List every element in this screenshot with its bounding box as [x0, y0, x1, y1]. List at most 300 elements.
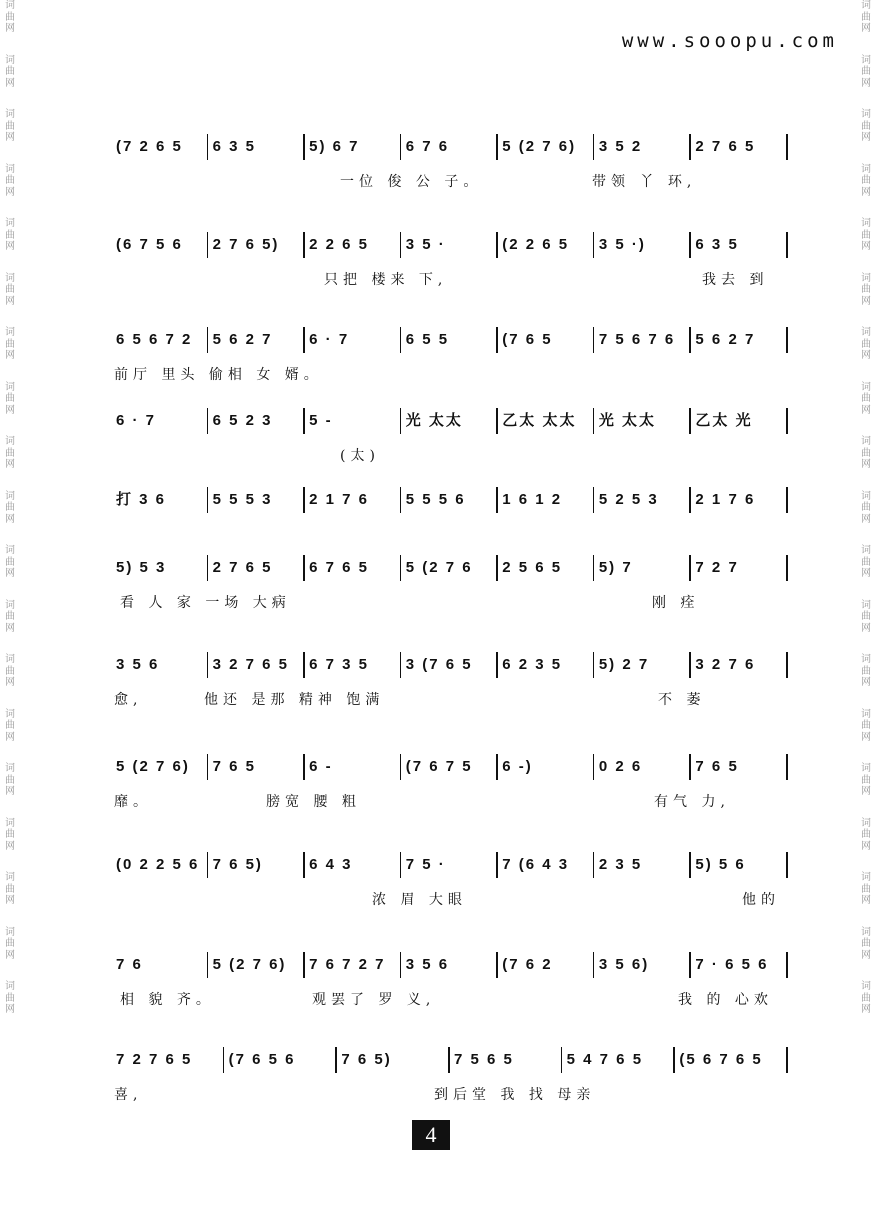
bar-line [786, 134, 788, 160]
measure: 2 2 6 5 [309, 236, 370, 253]
measure: 3 (7 6 5 [405, 656, 473, 673]
margin-mark: 网 [861, 23, 871, 34]
measure: 7 2 7 6 5 [116, 1051, 193, 1068]
bar-line [689, 327, 691, 353]
measure: 3 5 6 [116, 656, 160, 673]
margin-mark: 网 [5, 77, 15, 89]
bar-line [593, 754, 595, 780]
bar-line [496, 487, 498, 513]
bar-line [400, 852, 402, 878]
bar-line [400, 487, 402, 513]
bar-line [207, 555, 209, 581]
bar-line [786, 754, 788, 780]
measure: 乙太 光 [695, 412, 753, 429]
margin-mark: 曲 [5, 720, 15, 731]
margin-mark: 词 [861, 327, 871, 338]
bar-line [786, 852, 788, 878]
margin-mark: 网 [861, 295, 871, 307]
margin-mark: 曲 [5, 774, 15, 786]
bar-line [207, 652, 209, 678]
margin-mark: 网 [5, 677, 15, 688]
margin-mark: 曲 [861, 829, 871, 840]
bar-line [400, 555, 402, 581]
notation-row [112, 406, 788, 436]
margin-mark: 网 [5, 459, 15, 470]
margin-mark: 词 [5, 545, 15, 556]
measure: 6 2 3 5 [502, 656, 563, 673]
measure: 2 1 7 6 [695, 491, 756, 508]
bar-line [448, 1047, 450, 1073]
bar-line [496, 652, 498, 678]
bar-line [303, 652, 305, 678]
margin-mark: 曲 [5, 502, 15, 513]
measure: 5 4 7 6 5 [566, 1051, 644, 1068]
bar-line [786, 487, 788, 513]
margin-mark: 网 [861, 459, 871, 470]
lyric: 一位 俊 公 子。 [340, 174, 483, 190]
margin-mark: 网 [5, 350, 15, 361]
margin-mark: 词 [5, 0, 15, 11]
bar-line [689, 134, 691, 160]
margin-mark: 词 [5, 490, 15, 502]
measure: 5 5 5 3 [212, 491, 273, 508]
bar-line [496, 952, 498, 978]
measure: 5 6 2 7 [212, 331, 273, 348]
measure: (0 2 2 5 6 [116, 856, 200, 873]
measure: 5 (2 7 6) [116, 758, 190, 775]
lyric-row [112, 688, 788, 712]
margin-mark: 词 [861, 109, 871, 120]
measure: 6 5 5 [405, 331, 450, 348]
measure: 1 6 1 2 [502, 491, 563, 508]
notation-row [112, 325, 788, 355]
margin-mark: 曲 [5, 284, 15, 295]
margin-mark: 网 [861, 132, 871, 143]
margin-mark: 词 [5, 109, 15, 120]
margin-mark: 网 [861, 241, 871, 252]
margin-mark: 词 [861, 0, 871, 11]
lyric: 只把 楼来 下, [324, 272, 448, 288]
margin-mark: 曲 [5, 229, 15, 241]
margin-mark: 网 [5, 404, 15, 416]
margin-mark: 网 [5, 513, 15, 525]
margin-mark: 词 [5, 708, 15, 720]
bar-line [303, 852, 305, 878]
bar-line [400, 754, 402, 780]
bar-line [496, 134, 498, 160]
bar-line [689, 852, 691, 878]
margin-mark: 词 [861, 436, 871, 447]
bar-line [207, 754, 209, 780]
bar-line [496, 754, 498, 780]
margin-mark: 词 [5, 163, 15, 175]
margin-mark: 词 [5, 272, 15, 284]
lyric: 膀宽 腰 粗 [266, 794, 361, 810]
margin-mark: 词 [861, 381, 871, 393]
measure: 5 6 2 7 [695, 331, 756, 348]
bar-line [786, 555, 788, 581]
margin-mark: 词 [861, 218, 871, 229]
score-line [112, 950, 788, 1018]
lyric: 前厅 里头 偷相 女 婿。 [114, 367, 323, 383]
margin-mark: 词 [861, 763, 871, 774]
margin-mark: 网 [861, 1004, 871, 1015]
score-line [112, 553, 788, 621]
margin-mark: 曲 [861, 556, 871, 568]
measure: 乙太 太太 [502, 412, 577, 429]
margin-mark: 词 [861, 872, 871, 883]
margin-mark: 曲 [5, 556, 15, 568]
margin-mark: 曲 [5, 883, 15, 895]
score-line [112, 650, 788, 718]
measure: 6 5 2 3 [212, 412, 273, 429]
measure: 6 3 5 [212, 138, 256, 155]
measure: (6 7 5 6 [116, 236, 183, 253]
margin-mark: 网 [861, 895, 871, 906]
measure: 7 6 5 [695, 758, 739, 775]
margin-mark: 网 [861, 186, 871, 198]
lyric: 有气 力, [654, 794, 730, 810]
measure: 5 (2 7 6) [502, 138, 577, 155]
margin-mark: 曲 [5, 393, 15, 404]
bar-line [689, 232, 691, 258]
bar-line [223, 1047, 225, 1073]
lyric: 我 的 心欢 [678, 992, 773, 1008]
site-watermark: www.sooopu.com [621, 30, 838, 52]
margin-mark: 网 [5, 186, 15, 198]
margin-mark: 词 [861, 490, 871, 502]
lyric: 相 貌 齐。 [120, 992, 215, 1008]
lyric: 我去 到 [702, 272, 769, 288]
bar-line [207, 327, 209, 353]
bar-line [303, 754, 305, 780]
lyric-row [112, 268, 788, 292]
bar-line [207, 952, 209, 978]
bar-line [593, 555, 595, 581]
margin-mark: 曲 [5, 11, 15, 23]
margin-mark: 曲 [5, 120, 15, 132]
bar-line [786, 952, 788, 978]
margin-mark: 网 [861, 404, 871, 416]
bar-line [496, 555, 498, 581]
margin-mark: 曲 [5, 938, 15, 949]
measure: (5 6 7 6 5 [679, 1051, 763, 1068]
measure: (7 6 7 5 [405, 758, 473, 775]
bar-line [207, 487, 209, 513]
measure: 2 7 6 5) [212, 236, 280, 253]
margin-mark: 曲 [5, 611, 15, 622]
measure: 3 5 6) [598, 956, 650, 973]
bar-line [303, 134, 305, 160]
measure: 5 (2 7 6) [212, 956, 287, 973]
margin-mark: 曲 [861, 229, 871, 241]
margin-mark: 词 [861, 545, 871, 556]
measure: 7 6 [116, 956, 143, 973]
margin-mark: 网 [5, 731, 15, 743]
bar-line [496, 232, 498, 258]
bar-line [207, 232, 209, 258]
margin-mark: 曲 [861, 992, 871, 1004]
measure: 5) 7 [598, 559, 633, 576]
lyric: 愈, [114, 692, 143, 708]
margin-mark: 曲 [861, 11, 871, 23]
margin-mark: 网 [861, 513, 871, 525]
margin-mark: 网 [5, 949, 15, 961]
bar-line [593, 652, 595, 678]
margin-mark: 词 [5, 327, 15, 338]
bar-line [303, 952, 305, 978]
score-line [112, 132, 788, 200]
measure: 7 6 5) [341, 1051, 392, 1068]
margin-mark: 网 [861, 622, 871, 634]
score-line [112, 325, 788, 393]
margin-mark: 曲 [861, 502, 871, 513]
lyric-row [112, 888, 788, 912]
lyric: 带领 丫 环, [592, 174, 697, 190]
measure: 6 4 3 [309, 856, 353, 873]
lyric: 看 人 家 一场 大病 [120, 595, 291, 611]
measure: 6 3 5 [695, 236, 739, 253]
lyric: 观罢了 罗 义, [312, 992, 436, 1008]
bar-line [786, 1047, 788, 1073]
bar-line [786, 232, 788, 258]
bar-line [786, 327, 788, 353]
measure: 5) 6 7 [309, 138, 360, 155]
measure: 6 · 7 [309, 331, 350, 348]
margin-mark: 曲 [5, 66, 15, 77]
measure: 7 6 7 2 7 [309, 956, 386, 973]
margin-mark: 曲 [5, 447, 15, 459]
margin-mark: 网 [5, 23, 15, 34]
margin-mark: 网 [861, 786, 871, 797]
notation-row [112, 132, 788, 162]
measure: (2 2 6 5 [502, 236, 570, 253]
margin-mark: 词 [861, 272, 871, 284]
margin-mark: 曲 [861, 393, 871, 404]
margin-mark: 词 [5, 872, 15, 883]
bar-line [786, 408, 788, 434]
notation-row [112, 1045, 788, 1075]
measure: 6 7 6 5 [309, 559, 370, 576]
margin-mark: 词 [5, 926, 15, 938]
margin-mark: 网 [861, 77, 871, 89]
margin-mark: 网 [861, 949, 871, 961]
measure: 7 5 · [405, 856, 446, 873]
bar-line [496, 327, 498, 353]
measure: 7 (6 4 3 [502, 856, 570, 873]
lyric: 喜, [114, 1087, 143, 1103]
measure: 6 -) [502, 758, 533, 775]
measure: 7 5 6 7 6 [598, 331, 676, 348]
margin-mark: 曲 [861, 175, 871, 186]
bar-line [689, 408, 691, 434]
lyric-row [112, 1083, 788, 1107]
measure: 5) 5 6 [695, 856, 746, 873]
bar-line [400, 652, 402, 678]
notation-row [112, 850, 788, 880]
bar-line [400, 327, 402, 353]
measure: 5 - [309, 412, 333, 429]
notation-row [112, 752, 788, 782]
measure: (7 6 2 [502, 956, 553, 973]
margin-mark: 词 [5, 436, 15, 447]
measure: 2 1 7 6 [309, 491, 370, 508]
margin-mark: 网 [861, 350, 871, 361]
bar-line [593, 852, 595, 878]
margin-mark: 网 [5, 895, 15, 906]
lyric-row [112, 988, 788, 1012]
bar-line [786, 652, 788, 678]
margin-mark: 曲 [861, 938, 871, 949]
lyric-row [112, 170, 788, 194]
margin-mark: 网 [861, 840, 871, 852]
margin-mark: 词 [5, 218, 15, 229]
bar-line [207, 134, 209, 160]
bar-line [303, 408, 305, 434]
lyric: 他的 [742, 892, 780, 908]
margin-mark: 网 [861, 731, 871, 743]
margin-mark: 词 [5, 981, 15, 992]
margin-mark: 网 [861, 677, 871, 688]
margin-mark: 曲 [861, 120, 871, 132]
margin-mark: 网 [5, 786, 15, 797]
left-margin-watermark [3, 0, 17, 1218]
margin-mark: 网 [5, 840, 15, 852]
bar-line [207, 408, 209, 434]
bar-line [207, 852, 209, 878]
margin-mark: 曲 [861, 284, 871, 295]
measure: 0 2 6 [598, 758, 643, 775]
measure: 7 6 5 [212, 758, 256, 775]
lyric: 刚 痊 [652, 595, 700, 611]
score-line [112, 752, 788, 820]
bar-line [496, 408, 498, 434]
margin-mark: 网 [5, 622, 15, 634]
bar-line [593, 327, 595, 353]
bar-line [593, 408, 595, 434]
margin-mark: 曲 [861, 611, 871, 622]
margin-mark: 曲 [861, 66, 871, 77]
margin-mark: 曲 [861, 665, 871, 677]
margin-mark: 词 [861, 817, 871, 829]
score-line [112, 485, 788, 553]
measure: 2 3 5 [598, 856, 643, 873]
measure: 光 太太 [598, 412, 657, 429]
measure: 7 · 6 5 6 [695, 956, 769, 973]
measure: 打 3 6 [116, 491, 167, 508]
margin-mark: 曲 [5, 338, 15, 350]
bar-line [496, 852, 498, 878]
bar-line [400, 232, 402, 258]
margin-mark: 词 [861, 163, 871, 175]
measure: 5) 5 3 [116, 559, 167, 576]
lyric: 浓 眉 大眼 [372, 892, 467, 908]
measure: 2 5 6 5 [502, 559, 563, 576]
notation-row [112, 553, 788, 583]
measure: 3 5 ·) [598, 236, 646, 253]
margin-mark: 词 [861, 981, 871, 992]
margin-mark: 曲 [5, 829, 15, 840]
lyric: (太) [340, 448, 380, 464]
margin-mark: 词 [861, 54, 871, 66]
margin-mark: 词 [5, 817, 15, 829]
bar-line [689, 555, 691, 581]
measure: 3 5 2 [598, 138, 643, 155]
measure: 2 7 6 5 [212, 559, 273, 576]
right-margin-watermark [859, 0, 873, 1218]
measure: (7 6 5 6 [228, 1051, 296, 1068]
measure: 6 · 7 [116, 412, 157, 429]
measure: 3 5 · [405, 236, 446, 253]
lyric-row [112, 790, 788, 814]
bar-line [400, 134, 402, 160]
margin-mark: 曲 [861, 883, 871, 895]
margin-mark: 曲 [861, 774, 871, 786]
margin-mark: 词 [5, 654, 15, 665]
measure: 5 5 5 6 [405, 491, 466, 508]
score-line [112, 230, 788, 298]
page-number: 4 [412, 1120, 450, 1150]
margin-mark: 曲 [5, 665, 15, 677]
bar-line [593, 952, 595, 978]
measure: 5 2 5 3 [598, 491, 659, 508]
lyric-row [112, 444, 788, 468]
lyric: 到后堂 我 找 母亲 [434, 1087, 596, 1103]
lyric-row [112, 591, 788, 615]
notation-row [112, 485, 788, 515]
measure: 7 6 5) [212, 856, 263, 873]
bar-line [303, 555, 305, 581]
score-line [112, 1045, 788, 1113]
bar-line [593, 232, 595, 258]
measure: 光 太太 [405, 412, 463, 429]
margin-mark: 网 [5, 241, 15, 252]
score-line [112, 850, 788, 918]
margin-mark: 曲 [861, 447, 871, 459]
margin-mark: 曲 [861, 720, 871, 731]
bar-line [335, 1047, 337, 1073]
margin-mark: 词 [5, 381, 15, 393]
measure: 5 (2 7 6 [405, 559, 473, 576]
measure: (7 2 6 5 [116, 138, 183, 155]
measure: 3 2 7 6 [695, 656, 756, 673]
bar-line [400, 952, 402, 978]
bar-line [561, 1047, 563, 1073]
measure: 7 5 6 5 [454, 1051, 514, 1068]
margin-mark: 词 [5, 599, 15, 611]
measure: 3 2 7 6 5 [212, 656, 289, 673]
margin-mark: 曲 [861, 338, 871, 350]
bar-line [689, 487, 691, 513]
margin-mark: 网 [5, 1004, 15, 1015]
margin-mark: 曲 [5, 992, 15, 1004]
margin-mark: 词 [861, 654, 871, 665]
bar-line [593, 134, 595, 160]
margin-mark: 网 [5, 132, 15, 143]
notation-row [112, 950, 788, 980]
bar-line [303, 487, 305, 513]
lyric: 他还 是那 精神 饱满 [204, 692, 385, 708]
measure: 6 7 3 5 [309, 656, 370, 673]
notation-row [112, 230, 788, 260]
margin-mark: 网 [5, 568, 15, 579]
score-line [112, 406, 788, 474]
margin-mark: 词 [861, 926, 871, 938]
measure: 7 2 7 [695, 559, 739, 576]
lyric: 靡。 [114, 794, 152, 810]
bar-line [689, 652, 691, 678]
measure: 3 5 6 [405, 956, 450, 973]
